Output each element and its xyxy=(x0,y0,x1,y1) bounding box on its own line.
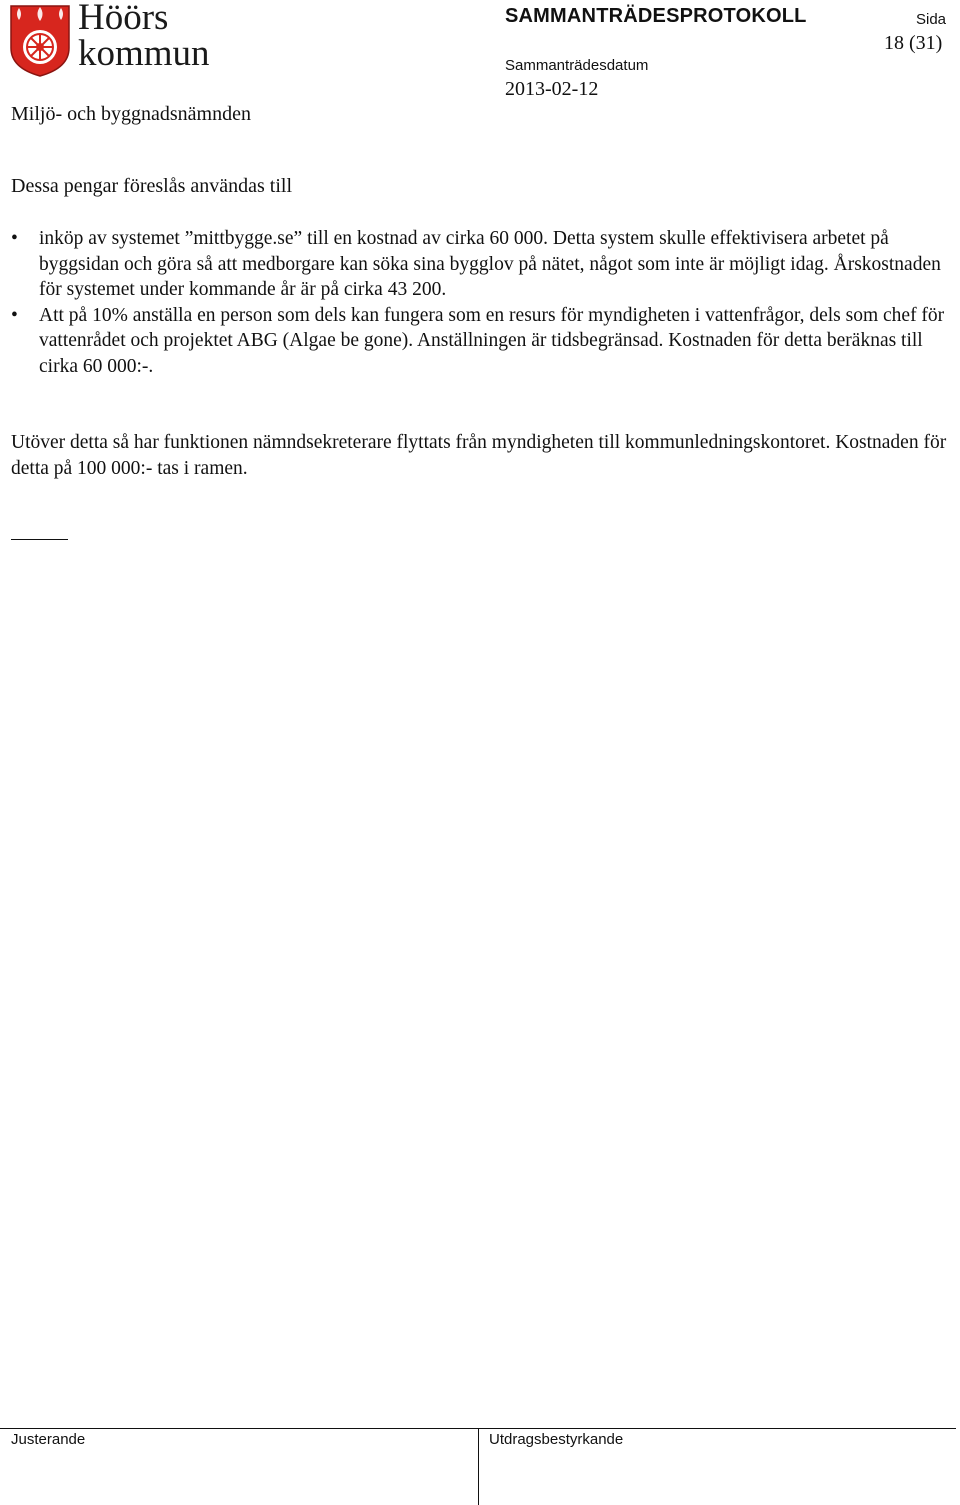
bullet-marker: • xyxy=(11,304,18,326)
section-end-rule xyxy=(11,539,68,540)
body-paragraph: Utöver detta så har funktionen nämndsekreterare flyttats från myndigheten till kommunledningskontoret. Kostnaden för detta på 100 000:- tas i ramen. xyxy=(11,432,947,479)
footer-justerande-label: Justerande xyxy=(11,1431,86,1448)
footer-column-divider xyxy=(478,1428,479,1505)
page-number: 18 (31) xyxy=(884,32,943,54)
document-type-title: SAMMANTRÄDESPROTOKOLL xyxy=(505,5,807,27)
municipality-logo-text xyxy=(78,0,210,72)
meeting-date-value: 2013-02-12 xyxy=(505,78,599,100)
intro-text: Dessa pengar föreslås användas till xyxy=(11,175,293,197)
logo-line-1: Höörs xyxy=(78,0,169,38)
page-label: Sida xyxy=(916,11,947,28)
list-item xyxy=(0,226,950,303)
cost-bullet-list xyxy=(0,226,950,379)
list-item xyxy=(0,303,950,380)
department-name: Miljö- och byggnadsnämnden xyxy=(11,103,251,125)
footer-utdragsbestyrkande-label: Utdragsbestyrkande xyxy=(489,1431,624,1448)
bullet-text: inköp av systemet ”mittbygge.se” till en kostnad av cirka 60 000. Detta system skulle effektivisera arbetet på byggsidan och göra så att medborgare kan söka sina bygglov på nätet, något som inte är möjligt idag. Årskostnaden för systemet under kommande år är på cirka 43 200. xyxy=(39,228,941,300)
municipality-coat-of-arms-icon xyxy=(9,4,71,78)
meeting-date-label: Sammanträdesdatum xyxy=(505,57,649,74)
bullet-marker: • xyxy=(11,228,18,249)
logo-line-2: kommun xyxy=(78,33,210,74)
bullet-text: Att på 10% anställa en person som dels kan fungera som en resurs för myndigheten i vattenfrågor, dels som chef för vattenrådet och projektet ABG (Algae be gone). Anställningen är tidsbegränsad. Kostnaden för detta beräknas till cirka 60 000:-. xyxy=(39,304,945,377)
